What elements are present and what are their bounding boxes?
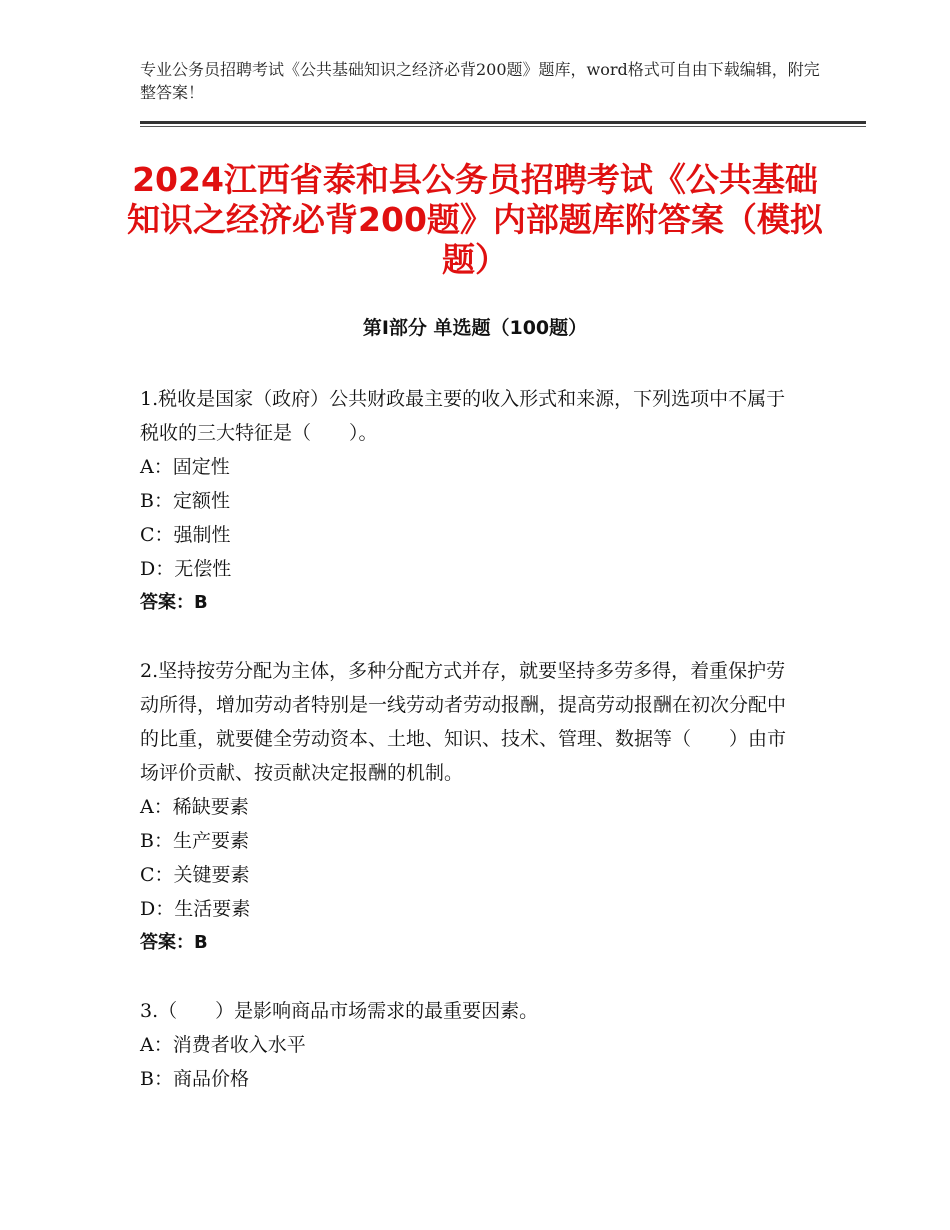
question-option-c: C：强制性 — [140, 524, 231, 546]
question-answer: 答案：B — [140, 592, 208, 613]
header-divider-thin — [140, 126, 866, 127]
question-stem: 3.（ ）是影响商品市场需求的最重要因素。 — [140, 1000, 539, 1022]
question-option-d: D：生活要素 — [140, 898, 251, 920]
question-2 — [140, 654, 800, 960]
header-divider-thick — [140, 121, 866, 124]
question-option-a: A：稀缺要素 — [140, 796, 249, 818]
question-stem: 1.税收是国家（政府）公共财政最主要的收入形式和来源，下列选项中不属于税收的三大特征是（ ）。 — [140, 388, 786, 444]
question-option-a: A：固定性 — [140, 456, 230, 478]
question-list — [140, 382, 800, 1096]
question-option-c: C：关键要素 — [140, 864, 250, 886]
question-option-b: B：生产要素 — [140, 830, 249, 852]
question-1 — [140, 382, 800, 620]
question-answer: 答案：B — [140, 932, 208, 953]
question-option-b: B：定额性 — [140, 490, 230, 512]
question-stem: 2.坚持按劳分配为主体，多种分配方式并存，就要坚持多劳多得，着重保护劳动所得，增加劳动者特别是一线劳动者劳动报酬，提高劳动报酬在初次分配中的比重，就要健全劳动资本、土地、知识、技术、管理、数据等（ ）由市场评价贡献、按贡献决定报酬的机制。 — [140, 660, 787, 784]
header-note: 专业公务员招聘考试《公共基础知识之经济必背200题》题库，word格式可自由下载编辑，附完整答案！ — [140, 60, 820, 102]
question-option-b: B：商品价格 — [140, 1068, 249, 1090]
question-option-a: A：消费者收入水平 — [140, 1034, 306, 1056]
document-title: 2024江西省泰和县公务员招聘考试《公共基础知识之经济必背200题》内部题库附答案（模拟题） — [127, 160, 823, 279]
question-option-d: D：无偿性 — [140, 558, 232, 580]
question-3 — [140, 994, 800, 1096]
section-heading: 第Ⅰ部分 单选题（100题） — [362, 317, 588, 339]
